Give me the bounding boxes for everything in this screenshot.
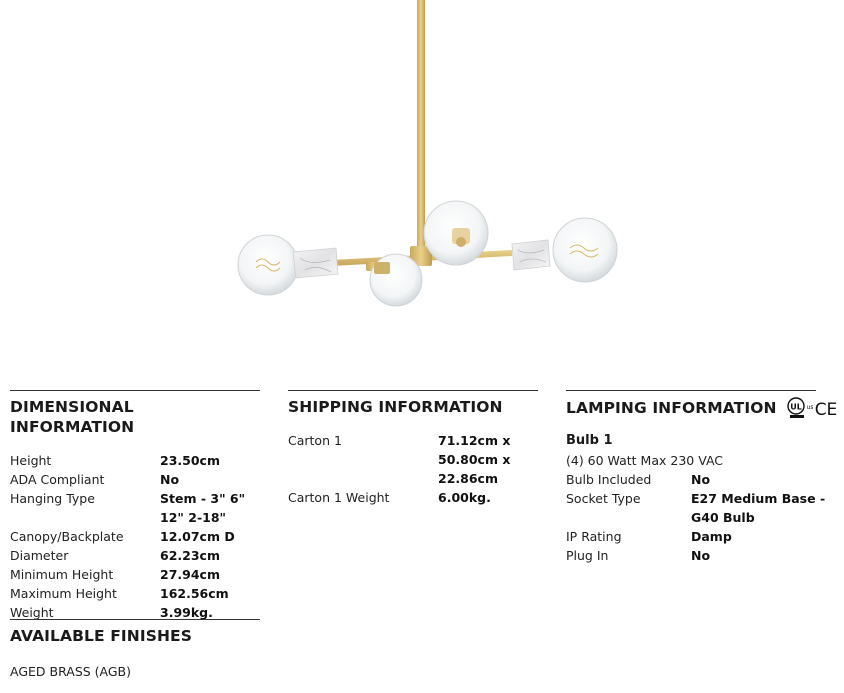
lamping-title: LAMPING INFORMATION bbox=[566, 399, 777, 417]
shipping-section bbox=[288, 390, 558, 507]
section-divider bbox=[10, 619, 260, 620]
spec-label: Carton 1 Weight bbox=[288, 490, 390, 505]
spec-value: 6.00kg. bbox=[438, 490, 491, 505]
spec-row-carton-1 bbox=[288, 431, 558, 488]
lamping-section bbox=[566, 390, 841, 565]
spec-label: Minimum Height bbox=[10, 567, 114, 582]
finish-item: AGED BRASS (AGB) bbox=[10, 664, 132, 679]
spec-label: ADA Compliant bbox=[10, 472, 105, 487]
spec-label: Canopy/Backplate bbox=[10, 529, 124, 544]
spec-row-minimum-height bbox=[10, 565, 260, 584]
section-divider bbox=[566, 390, 816, 391]
spec-row-diameter bbox=[10, 546, 260, 565]
bulb-title: Bulb 1 bbox=[566, 433, 613, 448]
spec-row-maximum-height bbox=[10, 584, 260, 603]
spec-label: Weight bbox=[10, 605, 54, 620]
certifications bbox=[785, 397, 839, 419]
spec-value: No bbox=[691, 548, 711, 563]
spec-value: Damp bbox=[691, 529, 732, 544]
spec-label: Maximum Height bbox=[10, 586, 117, 601]
ul-listed-icon bbox=[785, 397, 813, 419]
spec-value: 71.12cm x 50.80cm x 22.86cm bbox=[438, 433, 511, 486]
ce-mark-icon bbox=[813, 398, 839, 418]
stem bbox=[417, 0, 425, 252]
spec-label: Plug In bbox=[566, 548, 609, 563]
spec-label: Hanging Type bbox=[10, 491, 95, 506]
svg-text:UL: UL bbox=[789, 402, 802, 412]
spec-value: 27.94cm bbox=[160, 567, 220, 582]
spec-value: 3.99kg. bbox=[160, 605, 213, 620]
spec-label: Socket Type bbox=[566, 491, 641, 506]
svg-text:CE: CE bbox=[814, 400, 837, 418]
spec-value: E27 Medium Base - G40 Bulb bbox=[691, 491, 826, 525]
finishes-section bbox=[10, 619, 260, 681]
spec-label: Carton 1 bbox=[288, 433, 342, 448]
shipping-title: SHIPPING INFORMATION bbox=[288, 398, 503, 416]
spec-value: No bbox=[691, 472, 711, 487]
left-bulb bbox=[238, 235, 338, 295]
finishes-title: AVAILABLE FINISHES bbox=[10, 627, 192, 645]
spec-row-hanging-type bbox=[10, 489, 260, 527]
product-image bbox=[0, 0, 844, 330]
spec-value: 162.56cm bbox=[160, 586, 229, 601]
spec-label: Height bbox=[10, 453, 52, 468]
svg-text:us: us bbox=[806, 404, 813, 411]
section-divider bbox=[10, 390, 260, 391]
section-divider bbox=[288, 390, 538, 391]
spec-value: 12.07cm D bbox=[160, 529, 235, 544]
spec-label: Diameter bbox=[10, 548, 69, 563]
spec-row-ada-compliant bbox=[10, 470, 260, 489]
spec-row-plug-in bbox=[566, 546, 841, 565]
spec-label: Bulb Included bbox=[566, 472, 652, 487]
spec-value: 23.50cm bbox=[160, 453, 220, 468]
spec-label: IP Rating bbox=[566, 529, 622, 544]
spec-value: Stem - 3" 6" 12" 2-18" bbox=[160, 491, 246, 525]
spec-row-carton-1-weight bbox=[288, 488, 558, 507]
spec-row-ip-rating bbox=[566, 527, 841, 546]
spec-row-bulb-included bbox=[566, 470, 841, 489]
dimensional-section bbox=[10, 390, 260, 622]
spec-row-height bbox=[10, 451, 260, 470]
dimensional-title: DIMENSIONAL INFORMATION bbox=[10, 398, 135, 436]
right-bulb bbox=[512, 218, 617, 282]
spec-value: No bbox=[160, 472, 180, 487]
top-bulb bbox=[424, 201, 488, 265]
spec-value: 62.23cm bbox=[160, 548, 220, 563]
front-bulb bbox=[370, 254, 422, 306]
bulb-description: (4) 60 Watt Max 230 VAC bbox=[566, 453, 724, 468]
spec-row-socket-type bbox=[566, 489, 841, 527]
spec-row-canopy bbox=[10, 527, 260, 546]
